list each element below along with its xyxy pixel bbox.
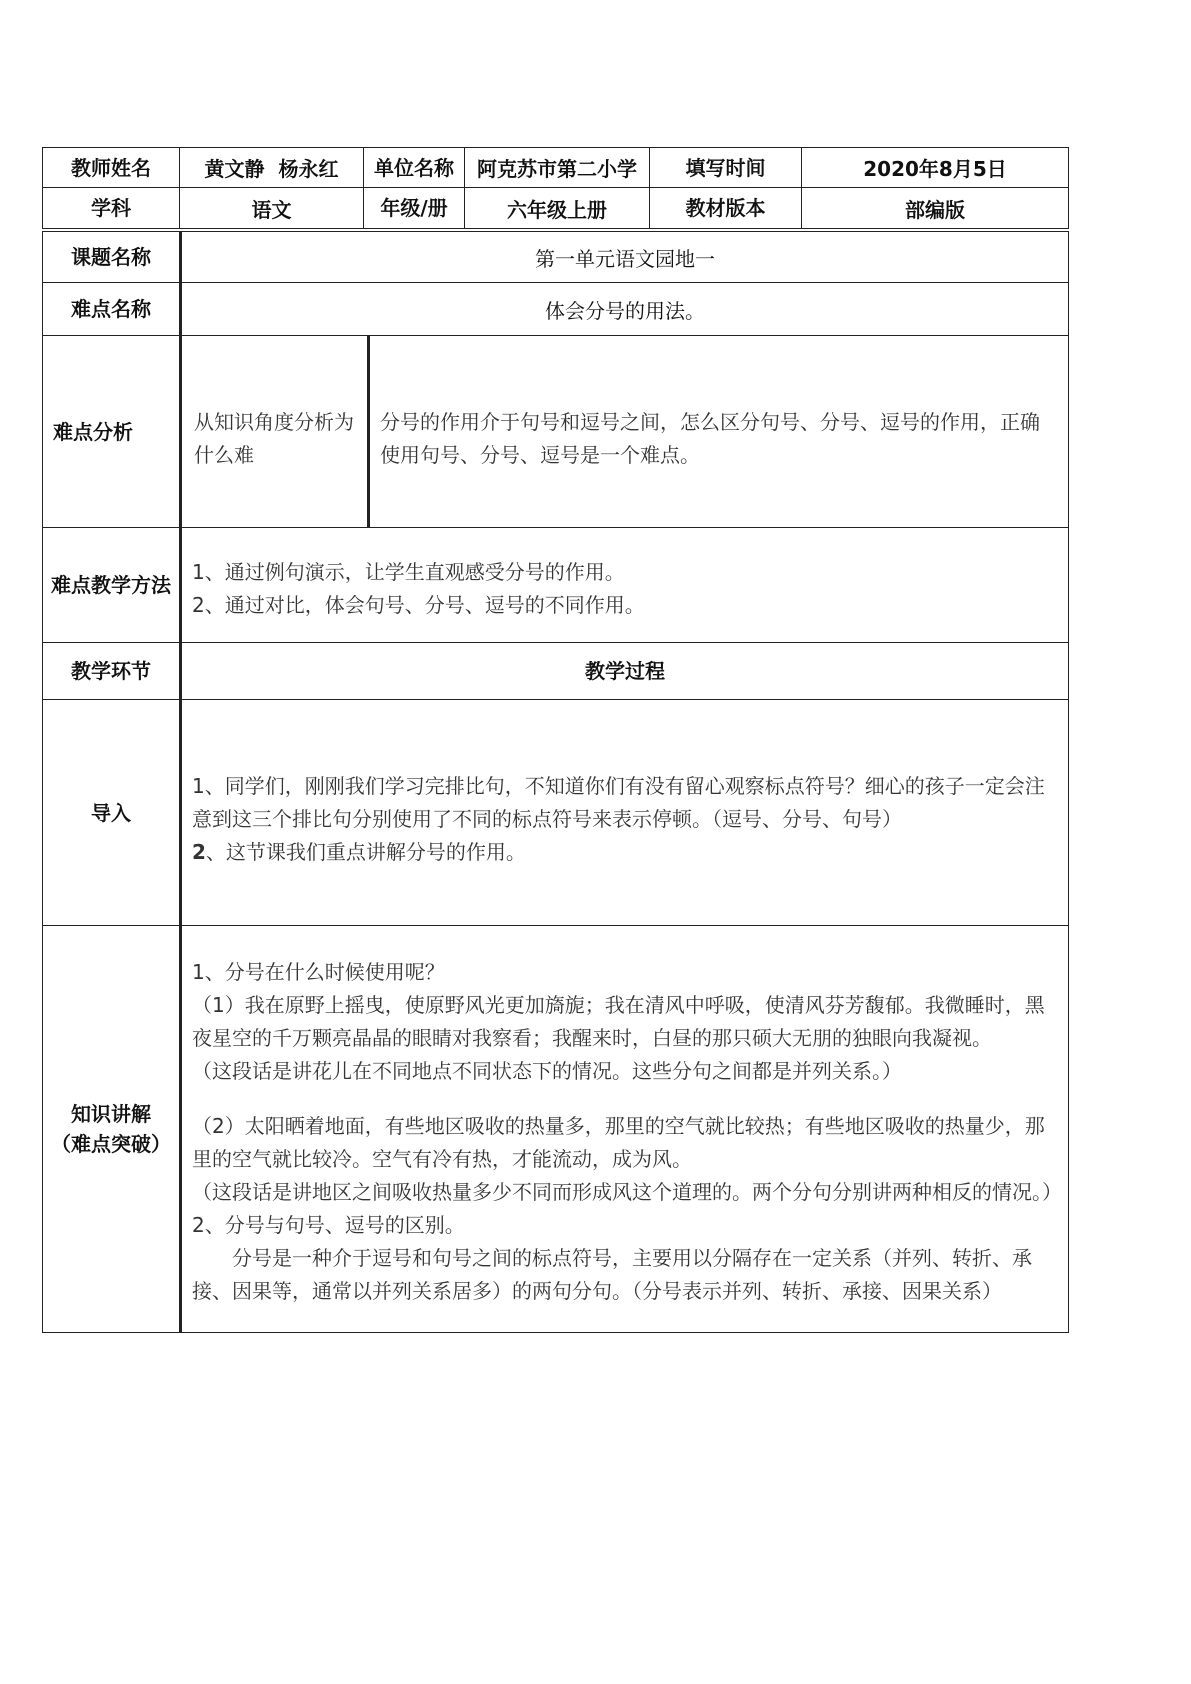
knowledge-label-line-1: 知识讲解 [71,1102,151,1126]
method-label: 难点教学方法 [42,527,180,643]
intro-line-2-number: 2 [192,840,206,864]
knowledge-example-2-note: （这段话是讲地区之间吸收热量多少不同而形成风这个道理的。两个分句分别讲两种相反的情况。） [192,1180,1062,1204]
knowledge-example-1: （1）我在原野上摇曳，使原野风光更加旖旎；我在清风中呼吸，使清风芬芳馥郁。我微睡时，黑夜星空的千万颗亮晶晶的眼睛对我察看；我醒来时，白昼的那只硕大无朋的独眼向我凝视。 [192,993,1045,1050]
teacher-value: 黄文静 杨永红 [179,147,364,188]
grade-label: 年级/册 [363,187,465,229]
date-label: 填写时间 [649,147,802,188]
date-value: 2020年8月5日 [801,147,1069,188]
difficulty-label: 难点名称 [42,282,180,336]
grade-value: 六年级上册 [464,187,650,229]
method-line-2: 2、通过对比，体会句号、分号、逗号的不同作用。 [192,593,645,617]
process-step-label: 教学环节 [42,642,180,700]
process-label: 教学过程 [179,642,1069,700]
topic-label: 课题名称 [42,231,180,283]
knowledge-example-2: （2）太阳晒着地面，有些地区吸收的热量多，那里的空气就比较热；有些地区吸收的热量少，那里的空气就比较冷。空气有冷有热，才能流动，成为风。 [192,1114,1045,1171]
unit-value: 阿克苏市第二小学 [464,147,650,188]
difficulty-value: 体会分号的用法。 [179,282,1069,336]
method-content [179,527,1069,643]
knowledge-definition: 分号是一种介于逗号和句号之间的标点符号，主要用以分隔存在一定关系（并列、转折、承接、因果等，通常以并列关系居多）的两句分句。（分号表示并列、转折、承接、因果关系） [192,1246,1032,1303]
intro-line-1: 1、同学们，刚刚我们学习完排比句，不知道你们有没有留心观察标点符号？细心的孩子一定会注意到这三个排比句分别使用了不同的标点符号来表示停顿。（逗号、分号、句号） [192,774,1045,831]
teacher-label: 教师姓名 [42,147,180,188]
edition-value: 部编版 [801,187,1069,229]
unit-label: 单位名称 [363,147,465,188]
intro-line-2-text: 、这节课我们重点讲解分号的作用。 [205,840,526,864]
method-line-1: 1、通过例句演示，让学生直观感受分号的作用。 [192,560,625,584]
knowledge-label [42,925,180,1333]
analysis-sub-label: 从知识角度分析为什么难 [179,335,369,528]
analysis-content: 分号的作用介于句号和逗号之间，怎么区分句号、分号、逗号的作用，正确使用句号、分号、逗号是一个难点。 [367,335,1069,528]
topic-value: 第一单元语文园地一 [179,231,1069,283]
edition-label: 教材版本 [649,187,802,229]
intro-label: 导入 [42,699,180,926]
intro-content [179,699,1069,926]
knowledge-question-2: 2、分号与句号、逗号的区别。 [192,1213,465,1237]
knowledge-content [179,925,1069,1333]
knowledge-question-1: 1、分号在什么时候使用呢？ [192,960,445,984]
knowledge-example-1-note: （这段话是讲花儿在不同地点不同状态下的情况。这些分句之间都是并列关系。） [192,1059,902,1083]
analysis-label: 难点分析 [42,335,180,528]
subject-label: 学科 [42,187,180,229]
intro-line-2 [192,836,526,869]
knowledge-label-line-2: （难点突破） [51,1132,171,1156]
subject-value: 语文 [179,187,364,229]
